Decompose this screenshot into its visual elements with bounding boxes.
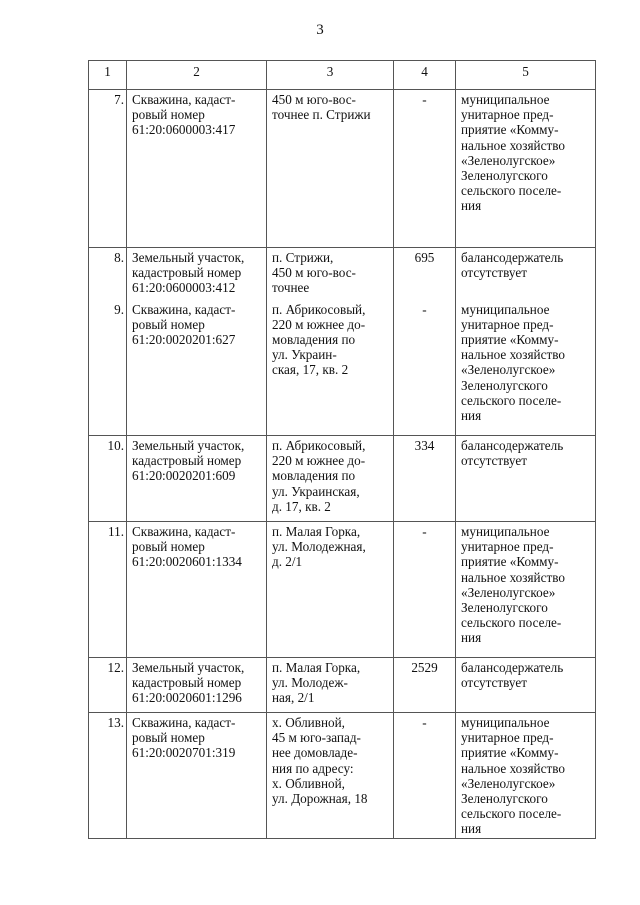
table-row: [89, 248, 596, 300]
table-row: [89, 713, 596, 839]
table-header-row: [89, 61, 596, 90]
table-row: [89, 436, 596, 522]
object-location: п. Абрикосовый, 220 м южнее до- мовладения по ул. Украинская, д. 17, кв. 2: [267, 436, 394, 522]
object-name: Скважина, кадаст- ровый номер 61:20:0600003:417: [127, 90, 267, 248]
table-row: [89, 300, 596, 436]
balance-holder: балансодержатель отсутствует: [456, 658, 596, 713]
registry-table: [88, 60, 596, 839]
object-location: х. Обливной, 45 м юго-запад- нее домовладе- ния по адресу: х. Обливной, ул. Дорожная, 18: [267, 713, 394, 839]
row-number: 11.: [89, 522, 127, 658]
table-row: [89, 658, 596, 713]
object-name: Земельный участок, кадастровый номер 61:20:0600003:412: [127, 248, 267, 300]
object-area: 695: [394, 248, 456, 300]
balance-holder: муниципальное унитарное пред- приятие «Комму- нальное хозяйство «Зеленолугское» Зеленолугского сельского поселе- ния: [456, 713, 596, 839]
object-area: -: [394, 713, 456, 839]
object-location: п. Абрикосовый, 220 м южнее до- мовладения по ул. Украин- ская, 17, кв. 2: [267, 300, 394, 436]
object-area: -: [394, 300, 456, 436]
column-header-5: 5: [456, 61, 596, 90]
row-number: 12.: [89, 658, 127, 713]
object-name: Скважина, кадаст- ровый номер 61:20:0020601:1334: [127, 522, 267, 658]
column-header-1: 1: [89, 61, 127, 90]
row-number: 7.: [89, 90, 127, 248]
object-location: п. Малая Горка, ул. Молодеж- ная, 2/1: [267, 658, 394, 713]
row-number: 10.: [89, 436, 127, 522]
table-row: [89, 522, 596, 658]
object-name: Земельный участок, кадастровый номер 61:20:0020201:609: [127, 436, 267, 522]
row-number: 8.: [89, 248, 127, 300]
object-location: п. Стрижи, 450 м юго-вос- точнее: [267, 248, 394, 300]
balance-holder: муниципальное унитарное пред- приятие «Комму- нальное хозяйство «Зеленолугское» Зеленолугского сельского поселе- ния: [456, 522, 596, 658]
row-number: 9.: [89, 300, 127, 436]
object-area: -: [394, 90, 456, 248]
column-header-3: 3: [267, 61, 394, 90]
balance-holder: муниципальное унитарное пред- приятие «Комму- нальное хозяйство «Зеленолугское» Зеленолугского сельского поселе- ния: [456, 300, 596, 436]
column-header-4: 4: [394, 61, 456, 90]
balance-holder: балансодержатель отсутствует: [456, 436, 596, 522]
table-row: [89, 90, 596, 248]
balance-holder: муниципальное унитарное пред- приятие «Комму- нальное хозяйство «Зеленолугское» Зеленолугского сельского поселе- ния: [456, 90, 596, 248]
object-area: 334: [394, 436, 456, 522]
row-number: 13.: [89, 713, 127, 839]
object-name: Скважина, кадаст- ровый номер 61:20:0020701:319: [127, 713, 267, 839]
page-number: 3: [316, 22, 324, 38]
object-area: 2529: [394, 658, 456, 713]
column-header-2: 2: [127, 61, 267, 90]
balance-holder: балансодержатель отсутствует: [456, 248, 596, 300]
object-location: 450 м юго-вос- точнее п. Стрижи: [267, 90, 394, 248]
object-area: -: [394, 522, 456, 658]
object-location: п. Малая Горка, ул. Молодежная, д. 2/1: [267, 522, 394, 658]
object-name: Скважина, кадаст- ровый номер 61:20:0020201:627: [127, 300, 267, 436]
object-name: Земельный участок, кадастровый номер 61:20:0020601:1296: [127, 658, 267, 713]
